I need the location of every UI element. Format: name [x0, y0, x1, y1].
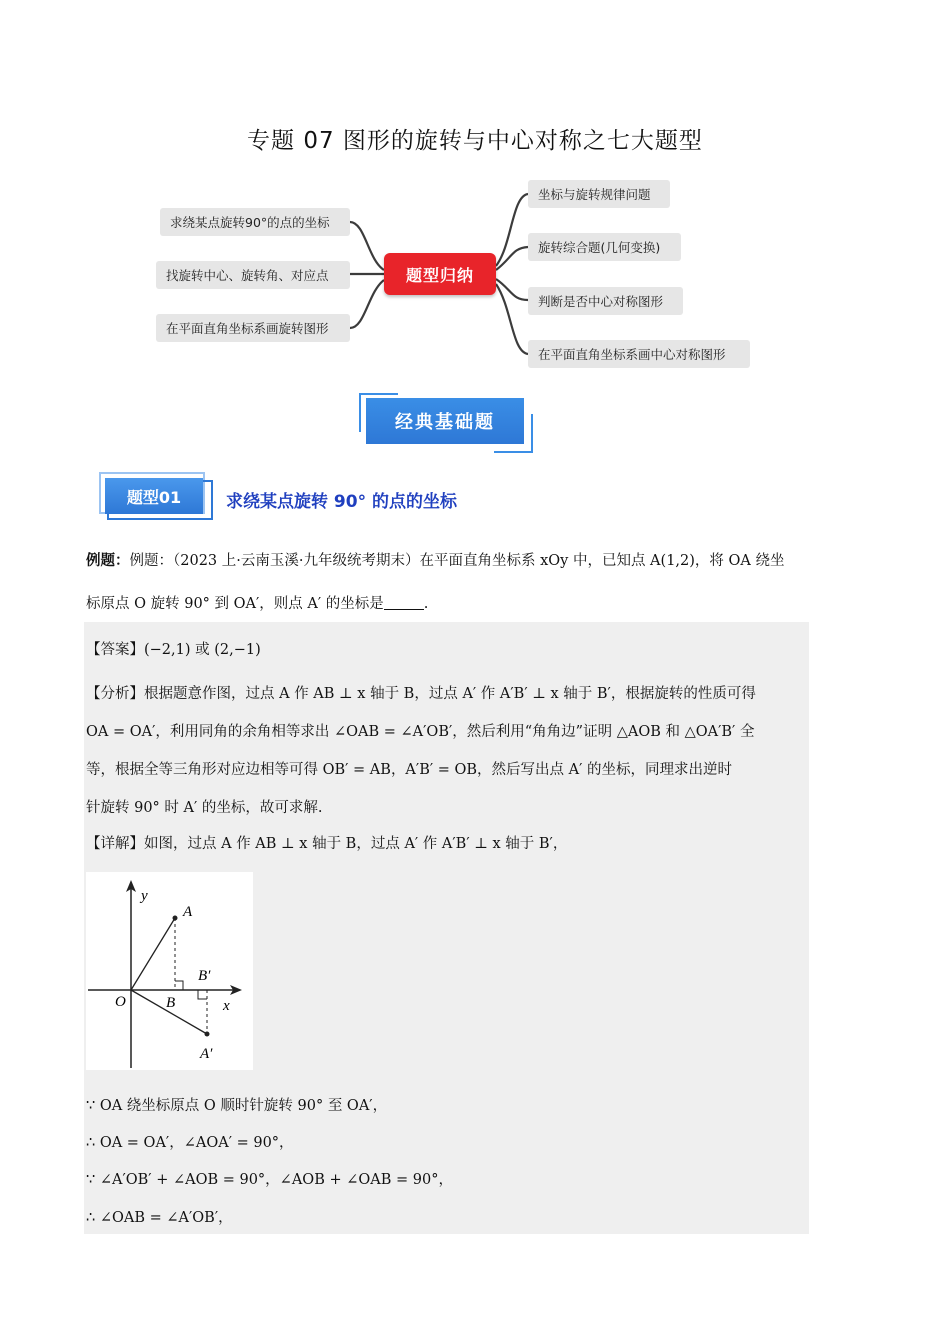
connector-left-3	[350, 280, 384, 328]
detail-line: 【详解】如图，过点 A 作 AB ⊥ x 轴于 B，过点 A′ 作 A′B′ ⊥ x 轴于 B′，	[86, 836, 568, 852]
label-A-prime: A′	[200, 1046, 213, 1062]
step-2: ∴ OA = OA′，∠AOA′ = 90°，	[86, 1135, 294, 1151]
mindmap-right-item-4: 在平面直角坐标系画中心对称图形	[528, 340, 750, 368]
mindmap-left-item-3: 在平面直角坐标系画旋转图形	[156, 314, 350, 342]
analysis-line-4: 针旋转 90° 时 A′ 的坐标，故可求解.	[86, 800, 323, 816]
label-B: B	[166, 995, 176, 1011]
answer-blank	[384, 595, 424, 610]
example-end: .	[423, 596, 429, 612]
step-4: ∴ ∠OAB = ∠A′OB′，	[86, 1210, 233, 1226]
step-1: ∵ OA 绕坐标原点 O 顺时针旋转 90° 至 OA′，	[86, 1098, 388, 1114]
coordinate-diagram	[86, 872, 253, 1070]
mindmap-left-item-2: 找旋转中心、旋转角、对应点	[156, 261, 350, 289]
answer-line: 【答案】(−2,1) 或 (2,−1)	[86, 642, 261, 658]
example-line-2	[86, 594, 428, 614]
label-x: x	[223, 998, 230, 1014]
coordinate-figure	[86, 872, 253, 1070]
type-badge	[99, 472, 213, 520]
type-badge-label: 题型01	[105, 478, 203, 514]
analysis-line-2: OA = OA′，利用同角的余角相等求出 ∠OAB = ∠A′OB′，然后利用“角角边”证明 △AOB 和 △OA′B′ 全	[86, 724, 755, 740]
segment-OA	[131, 918, 175, 990]
connector-left-1	[350, 222, 384, 270]
right-angle-B-prime	[198, 990, 207, 999]
banner-label: 经典基础题	[366, 398, 524, 444]
label-A: A	[183, 904, 193, 920]
analysis-line-1: 【分析】根据题意作图，过点 A 作 AB ⊥ x 轴于 B，过点 A′ 作 A′B′ ⊥ x 轴于 B′，根据旋转的性质可得	[86, 686, 756, 702]
page-title: 专题 07 图形的旋转与中心对称之七大题型	[247, 128, 703, 154]
mindmap-right-item-3: 判断是否中心对称图形	[528, 287, 683, 315]
label-y: y	[141, 888, 148, 904]
mindmap-left-item-1: 求绕某点旋转90°的点的坐标	[160, 208, 350, 236]
example-text-2: 标原点 O 旋转 90° 到 OA′，则点 A′ 的坐标是	[86, 596, 384, 612]
mindmap-right-item-1: 坐标与旋转规律问题	[528, 180, 670, 208]
section-banner	[358, 392, 534, 454]
example-line-1: 例题：例题：（2023 上·云南玉溪·九年级统考期末）在平面直角坐标系 xOy 中，已知点 A(1,2)，将 OA 绕坐	[86, 553, 785, 569]
connector-right-3	[496, 279, 528, 300]
label-O: O	[115, 994, 126, 1010]
mindmap-connectors	[0, 0, 950, 400]
analysis-line-3: 等，根据全等三角形对应边相等可得 OB′ = AB，A′B′ = OB，然后写出点 A′ 的坐标，同理求出逆时	[86, 762, 733, 778]
example-text-1: 例题：（2023 上·云南玉溪·九年级统考期末）在平面直角坐标系 xOy 中，已知点 A(1,2)，将 OA 绕坐	[129, 553, 785, 569]
mindmap-center: 题型归纳	[384, 253, 496, 295]
step-3: ∵ ∠A′OB′ + ∠AOB = 90°，∠AOB + ∠OAB = 90°，	[86, 1172, 453, 1188]
type-title: 求绕某点旋转 90° 的点的坐标	[226, 492, 457, 512]
right-angle-B	[175, 981, 183, 990]
mindmap-right-item-2: 旋转综合题(几何变换)	[528, 233, 681, 261]
label-B-prime: B′	[198, 968, 211, 984]
